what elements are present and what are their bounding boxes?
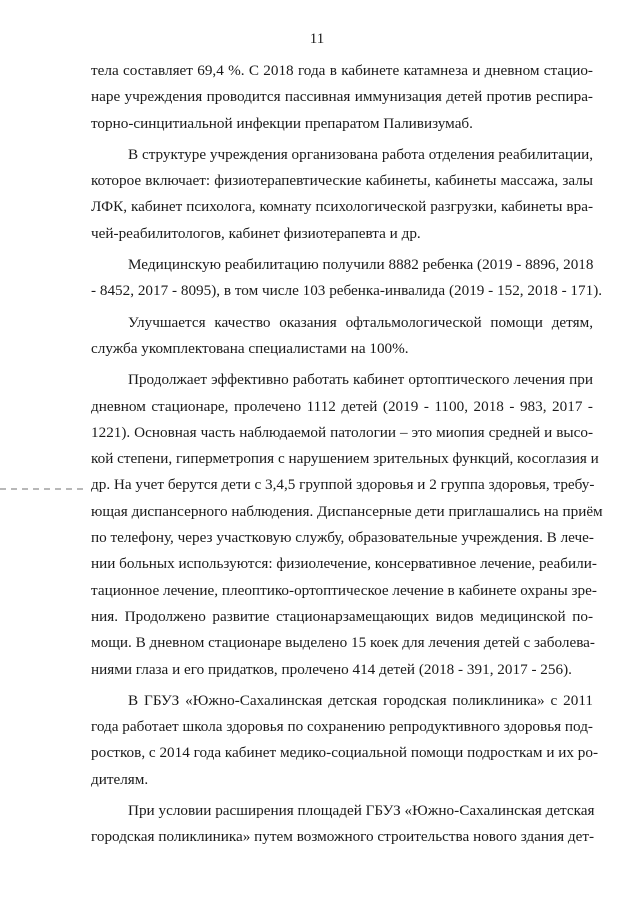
document-body (91, 58, 603, 851)
text-line: Медицинскую реабилитацию получили 8882 ребенка (2019 - 8896, 2018 (128, 256, 594, 274)
text-line: дителям. (91, 770, 149, 788)
text-line: по телефону, через участковую службу, образовательные учреждения. В лече- (91, 529, 594, 547)
text-line: ростков, с 2014 года кабинет медико-социальной помощи подросткам и их ро- (91, 744, 599, 762)
text-line: служба укомплектована специалистами на 100%. (91, 339, 409, 357)
text-line: 1221). Основная часть наблюдаемой патологии – это миопия средней и высо- (91, 423, 593, 441)
text-line: чей-реабилитологов, кабинет физиотерапевта и др. (91, 224, 421, 242)
text-line: торно-синцитиальной инфекции препаратом Паливизумаб. (91, 114, 473, 132)
paragraph-3 (91, 252, 603, 305)
text-line: При условии расширения площадей ГБУЗ «Южно-Сахалинская детская (128, 802, 595, 820)
text-line: Продолжает эффективно работать кабинет ортоптического лечения при (128, 371, 593, 389)
paragraph-2 (91, 142, 593, 247)
text-line: кой степени, гиперметропия с нарушением зрительных функций, косоглазия и (91, 450, 599, 468)
text-line: В структуре учреждения организована работа отделения реабилитации, (128, 145, 593, 163)
text-line: др. На учет берутся дети с 3,4,5 группой здоровья и 2 группа здоровья, требу- (91, 476, 595, 494)
text-line: Улучшается качество оказания офтальмологической помощи детям, (128, 313, 593, 331)
text-line: дневном стационаре, пролечено 1112 детей (2019 - 1100, 2018 - 983, 2017 - (91, 397, 593, 415)
text-line: наре учреждения проводится пассивная иммунизация детей против респира- (91, 88, 593, 106)
text-line: ния. Продолжено развитие стационарзамещающих видов медицинской по- (91, 607, 593, 625)
text-line: тела составляет 69,4 %. С 2018 года в кабинете катамнеза и дневном стацио- (91, 62, 593, 79)
text-line: мощи. В дневном стационаре выделено 15 коек для лечения детей с заболева- (91, 634, 595, 652)
page-number: 11 (309, 31, 325, 47)
text-line: нии больных используются: физиолечение, консервативное лечение, реабили- (91, 555, 597, 573)
text-line: ЛФК, кабинет психолога, комнату психологической разгрузки, кабинеты вра- (91, 198, 593, 216)
text-line: городская поликлиника» путем возможного строительства нового здания дет- (91, 828, 595, 846)
text-line: которое включает: физиотерапевтические кабинеты, кабинеты массажа, залы (91, 172, 593, 190)
text-line: года работает школа здоровья по сохранению репродуктивного здоровья под- (91, 718, 593, 736)
text-line: ниями глаза и его придатков, пролечено 414 детей (2018 - 391, 2017 - 256). (91, 660, 572, 678)
text-line: - 8452, 2017 - 8095), в том числе 103 ребенка-инвалида (2019 - 152, 2018 - 171). (91, 282, 603, 300)
paragraph-5 (91, 367, 603, 683)
paragraph-1 (91, 58, 593, 137)
text-line: ющая диспансерного наблюдения. Диспансерные дети приглашались на приём (91, 502, 603, 520)
paragraph-6 (91, 688, 599, 793)
scan-artifact-line (0, 488, 86, 490)
paragraph-4 (91, 310, 593, 363)
text-line: В ГБУЗ «Южно-Сахалинская детская городская поликлиника» с 2011 (128, 691, 593, 709)
paragraph-7 (91, 798, 593, 851)
text-line: тационное лечение, плеоптико-ортоптическое лечение в кабинете охраны зре- (91, 581, 597, 599)
